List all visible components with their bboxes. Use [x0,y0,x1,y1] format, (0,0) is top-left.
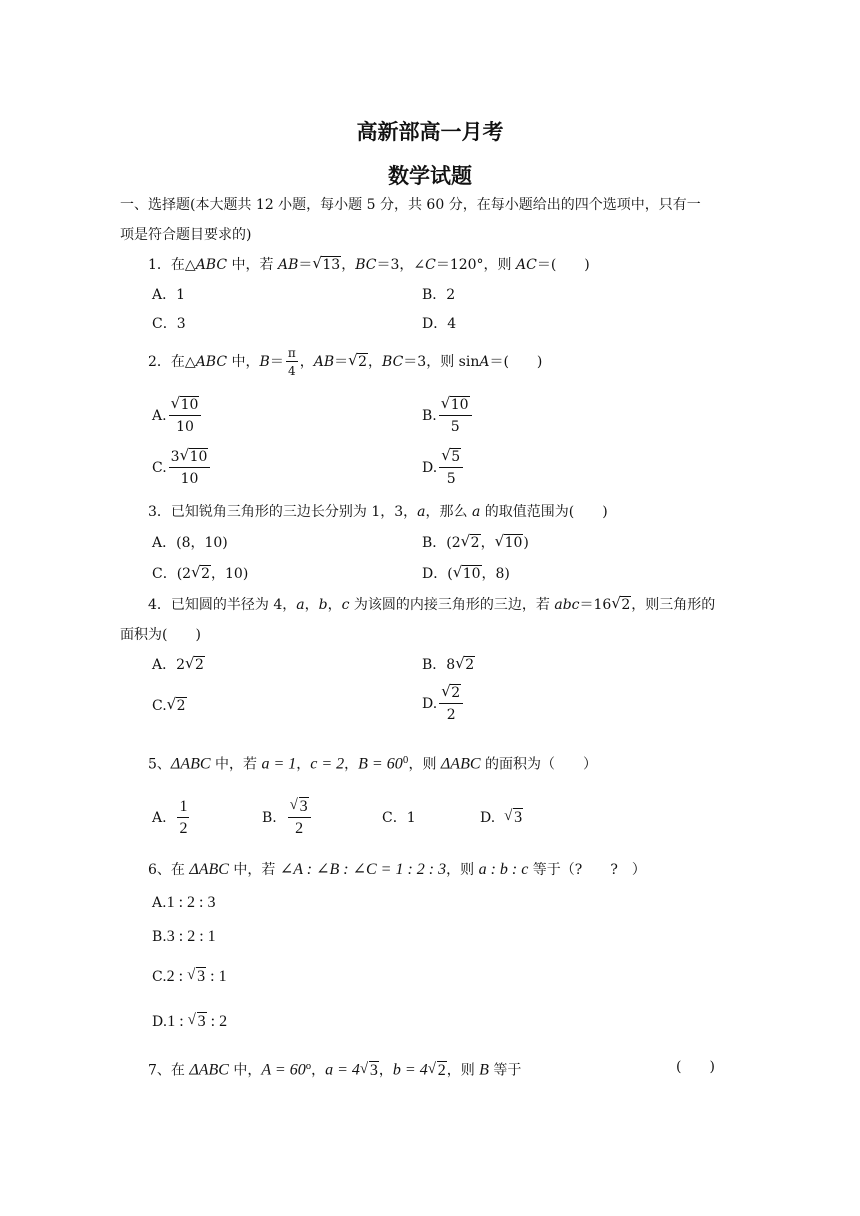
option-text: B．(2 [422,535,461,551]
q6-text: 中，若 [228,862,280,878]
q6-side-ratio: a : b : c [478,861,529,878]
q1-option-d: D．4 [422,316,457,332]
question-2 [148,344,542,380]
option-label: D. [422,696,438,712]
radicand: 3 [197,1013,206,1030]
q7-expr: b = 4 [392,1061,428,1079]
radicand: 2 [470,535,480,551]
option-value: : 1 [206,968,227,985]
section-intro-line1: 一、选择题(本大题共 12 小题，每小题 5 分，共 60 分，在每小题给出的四个选项中，只有一 [120,197,701,213]
q4-product: abc [554,597,580,613]
option-label: C. [152,460,167,476]
option-label: A. [152,810,167,826]
radicand: 10 [189,449,208,465]
exam-title: 高新部高一月考 [356,120,504,144]
fraction-pi-over-4 [286,346,298,378]
q1-side-ab: AB [277,257,299,273]
exam-subtitle: 数学试题 [388,164,472,188]
sqrt-2: √ 2 [427,1060,446,1079]
q1-side-ac: AC [516,257,537,273]
option-value: : 2 [206,1013,228,1030]
q2-option-a [152,396,203,436]
q1-angle-c: C [425,257,436,273]
q5-option-a [152,796,191,840]
option-text: ，8) [481,566,510,582]
q7-text: 中， [228,1062,262,1079]
q2-text: ＝( ) [489,354,543,370]
denominator: 5 [450,419,460,435]
q1-text: ＝3，∠ [376,257,426,273]
q5-text: 的面积为（ ） [480,756,597,773]
numerator: π [287,346,296,360]
option-text: ，10) [211,566,249,582]
q6-angle-ratio: ∠A : ∠B : ∠C = 1 : 2 : 3 [279,861,447,878]
radicand: 3 [197,968,206,985]
q1-text: 1．在△ [148,257,196,273]
q2-text: 中， [227,354,260,370]
radicand: 3 [369,1061,378,1079]
sqrt-13: √ 13 [312,254,341,273]
q3-option-a: A．(8，10) [152,535,228,551]
fraction [169,448,211,488]
radicand: 10 [450,397,469,413]
q3-variable: a [417,504,426,520]
question-1 [148,255,590,275]
q1-option-c: C．3 [152,316,186,332]
q2-angle-b: B [259,354,270,370]
q7-angle-b: B [479,1061,489,1079]
radicand: 2 [195,657,204,673]
option-text: D．( [422,566,453,582]
q5-text: 5、 [148,756,171,773]
q5-expr: a = 1 [261,755,297,773]
radicand: 2 [465,657,475,673]
q3-option-c [152,564,248,584]
q3-text: ，那么 [425,504,472,520]
q2-text: 2．在△ [148,354,196,370]
denominator: 10 [176,419,194,435]
q5-triangle: ΔABC [440,755,481,773]
option-text: A．2 [152,657,186,673]
q2-option-b [422,396,474,436]
sqrt-10: √ 10 [179,446,208,465]
q3-text: 3．已知锐角三角形的三边长分别为 1，3， [148,504,418,520]
option-text: ， [480,535,495,551]
fraction [439,684,463,724]
q4-text: ，则三角形的 [631,597,716,613]
sqrt-10: √ 10 [494,532,523,551]
radicand: 13 [322,257,341,273]
q4-text: ， [327,597,342,613]
sqrt-2: √ 2 [348,351,368,370]
q7-text: ， [378,1062,393,1079]
q6-text: 等于（? ? ） [528,862,646,878]
radicand: 2 [451,685,461,701]
radicand: 10 [504,535,523,551]
numerator: 1 [177,798,189,818]
q4-option-a [152,655,205,675]
option-text: ) [523,535,529,551]
q1-option-a: A．1 [152,287,186,303]
degree-mark: 0 [402,756,409,766]
q6-option-a [152,893,215,913]
q2-text: ， [299,354,314,370]
q6-option-c [152,967,227,987]
option-label: A. [152,895,167,911]
sqrt-5: √ 5 [441,446,461,465]
sqrt-2: √ 2 [611,594,631,613]
q1-text: ＝120°，则 [435,257,516,273]
question-4 [148,595,715,615]
option-value: 3 : 2 : 1 [166,928,216,945]
sqrt-10: √ 10 [440,394,469,413]
option-value: 2 : [166,968,188,985]
q1-option-b: B．2 [422,287,456,303]
option-label: B. [422,408,437,424]
option-label: D. [152,1014,168,1030]
denominator: 2 [446,707,456,723]
q7-answer-bracket: ( ) [676,1059,715,1075]
q2-text: ＝ [269,354,284,370]
denominator: 10 [180,471,199,487]
q6-option-d [152,1012,227,1032]
degree-mark: o [305,1062,312,1072]
radicand: 3 [299,798,308,815]
denominator: 2 [295,820,304,837]
q3-text: 的取值范围为( ) [480,504,608,520]
q4-option-b [422,655,475,675]
q6-text: 6、在 [148,862,190,878]
fraction [177,798,189,838]
q5-option-b [262,796,313,840]
option-label: D. [480,810,496,826]
q3-option-b [422,533,529,553]
q6-triangle: ΔABC [189,861,229,878]
denominator: 2 [179,820,188,837]
question-5 [148,751,597,775]
question-6 [148,860,646,880]
radicand: 10 [180,397,199,413]
q5-expr: B = 60 [358,755,403,773]
radicand: 2 [176,698,186,714]
q5-text: ， [296,756,311,773]
q5-option-d [480,808,523,828]
fraction [169,396,202,436]
sqrt-3: √ 3 [187,1012,206,1030]
q1-text: ＝ [298,257,313,273]
q4-option-d [422,684,465,724]
q5-triangle: ΔABC [170,755,211,773]
q5-option-c: C．1 [382,810,416,826]
sqrt-3: √ 3 [359,1060,378,1079]
q6-text: ，则 [446,862,479,878]
q3-variable: a [471,504,481,520]
q2-side-bc: BC [382,354,404,370]
q4-variable: b [318,597,328,613]
q7-text: 7、在 [148,1062,190,1079]
q4-option-c [152,696,187,716]
q2-option-d [422,448,465,488]
q2-triangle: ABC [195,354,228,370]
radicand: 2 [621,597,631,613]
option-label: B. [262,810,277,826]
option-label: A. [152,408,167,424]
q7-text: ， [311,1062,326,1079]
question-7 [148,1057,521,1081]
option-text: C. [152,698,167,714]
radicand: 3 [514,809,523,826]
sqrt-2: √ 2 [166,695,186,714]
q2-option-c [152,448,212,488]
q1-side-bc: BC [355,257,377,273]
q2-side-ab: AB [313,354,335,370]
q5-expr: c = 2 [310,755,345,773]
q5-text: ，则 [408,756,441,773]
coefficient: 3 [170,449,180,465]
q7-expr: a = 4 [325,1061,360,1079]
fraction [288,798,311,838]
sqrt-2: √ 2 [185,654,204,673]
option-value: 1 : 2 : 3 [166,894,216,911]
q1-text: 中，若 [227,257,278,273]
fraction [439,448,463,488]
sqrt-3: √ 3 [289,797,308,815]
q5-text: ， [344,756,359,773]
sqrt-3: √ 3 [504,808,523,826]
radicand: 2 [437,1061,446,1079]
denominator: 4 [287,364,296,378]
option-text: C．(2 [152,566,192,582]
option-label: D. [422,460,438,476]
q1-text: ， [341,257,356,273]
sqrt-2: √ 2 [441,682,461,701]
radicand: 10 [462,566,481,582]
option-label: C. [152,969,167,985]
q7-triangle: ΔABC [189,1061,229,1079]
option-label: B. [152,929,167,945]
radicand: 2 [201,566,211,582]
option-value: 1 : [167,1013,188,1030]
q7-text: 等于 [488,1062,522,1079]
radicand: 2 [358,354,368,370]
q5-text: 中，若 [210,756,262,773]
question-3 [148,502,608,522]
question-4-line2: 面积为( ) [120,627,201,643]
q2-text: ＝3，则 sin [403,354,480,370]
q4-variable: c [341,597,350,613]
q4-text: ＝16 [579,597,612,613]
q1-text: ＝( ) [536,257,590,273]
q7-expr: A = 60 [261,1061,306,1079]
option-text: B．8 [422,657,456,673]
sqrt-10: √ 10 [170,394,199,413]
q2-angle-a: A [479,354,490,370]
q2-text: ， [368,354,383,370]
q2-text: ＝ [334,354,349,370]
q4-text: ， [304,597,319,613]
sqrt-2: √ 2 [460,532,480,551]
sqrt-2: √ 2 [455,654,475,673]
q3-option-d [422,564,510,584]
fraction [439,396,472,436]
q7-text: ，则 [446,1062,480,1079]
sqrt-2: √ 2 [191,563,211,582]
sqrt-10: √ 10 [452,563,481,582]
q6-option-b [152,927,216,947]
q4-text: 为该圆的内接三角形的三边，若 [349,597,555,613]
section-intro-line2: 项是符合题目要求的) [120,227,252,243]
q4-text: 4．已知圆的半径为 4， [148,597,297,613]
sqrt-3: √ 3 [187,967,206,985]
q1-triangle: ABC [195,257,228,273]
denominator: 5 [446,471,456,487]
radicand: 5 [451,449,461,465]
q4-variable: a [296,597,305,613]
